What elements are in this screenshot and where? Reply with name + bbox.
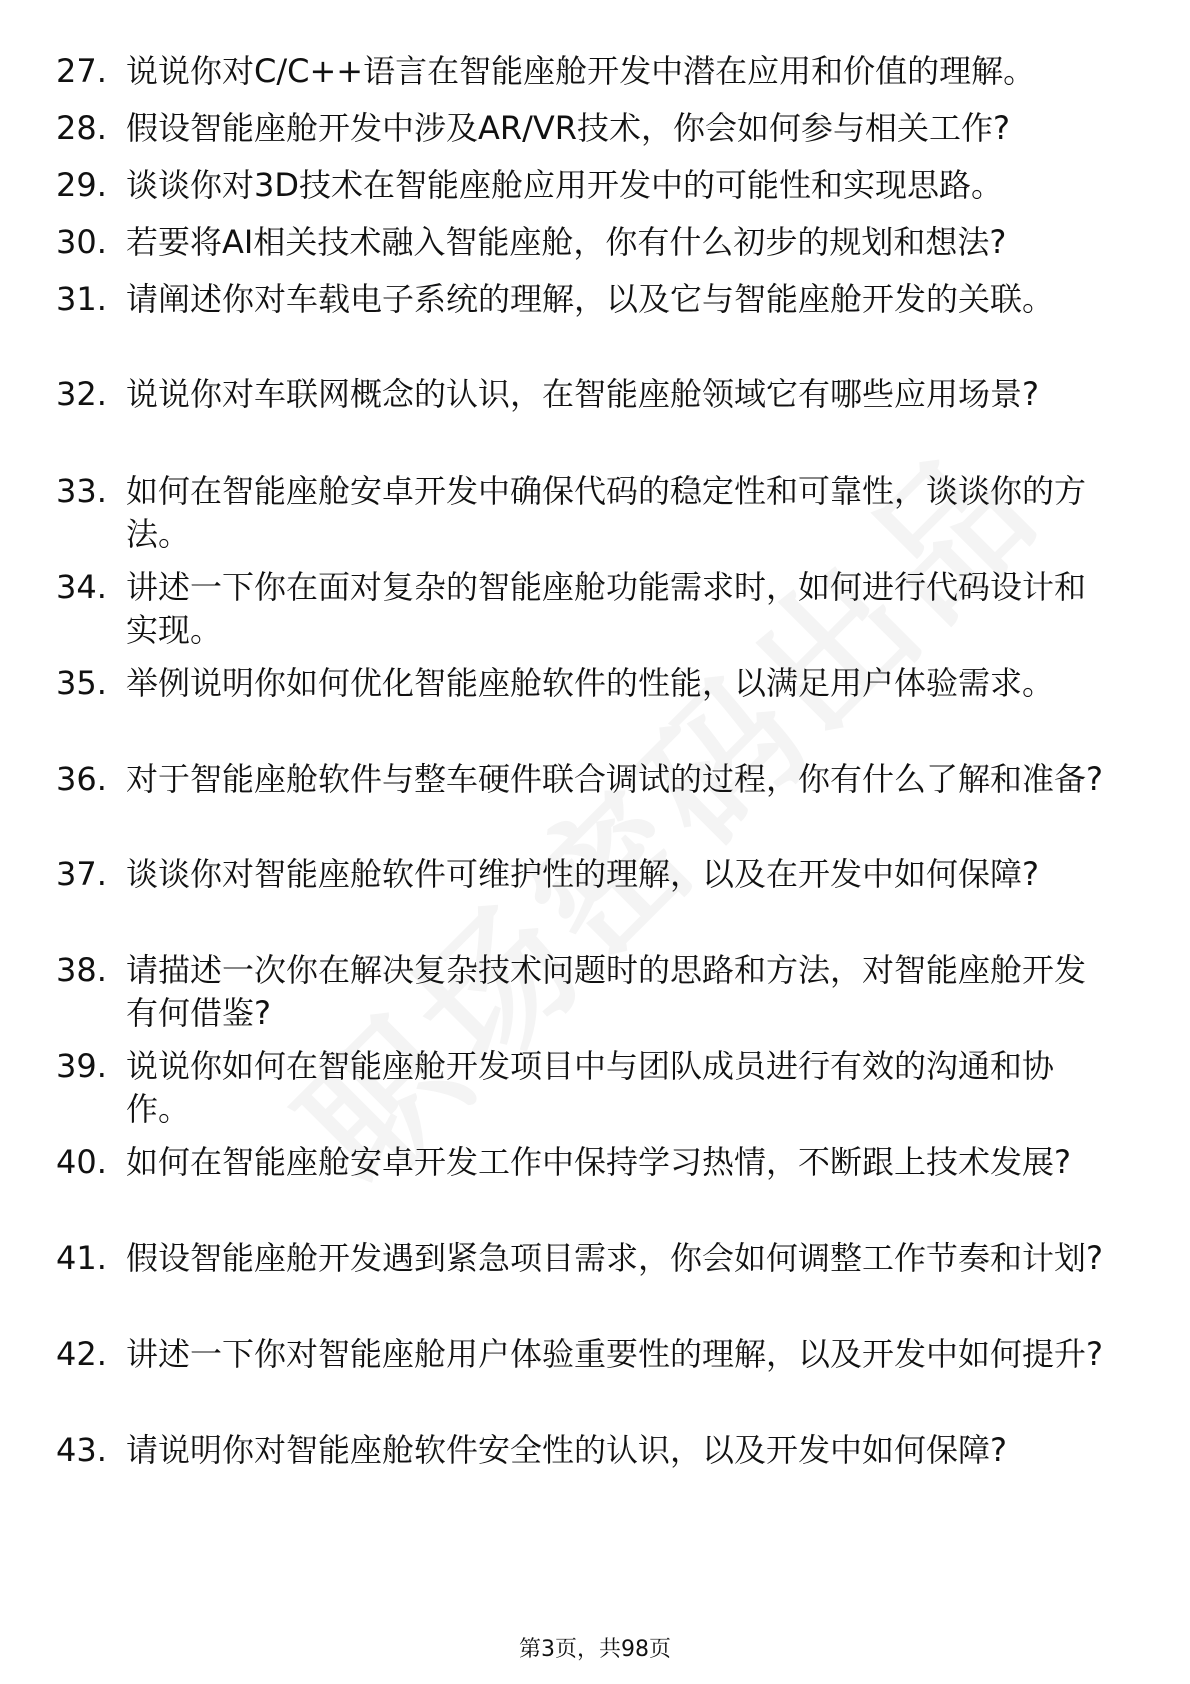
question-number: 33. (56, 472, 107, 510)
question-number: 36. (56, 760, 107, 798)
question-item (56, 221, 1116, 264)
question-number: 37. (56, 855, 107, 893)
question-item (56, 1141, 1116, 1184)
question-number: 42. (56, 1335, 107, 1373)
question-item (56, 1045, 1116, 1131)
question-item (56, 1237, 1116, 1280)
question-number: 31. (56, 280, 107, 318)
question-text: 举例说明你如何优化智能座舱软件的性能，以满足用户体验需求。 (126, 664, 1055, 702)
question-text: 说说你如何在智能座舱开发项目中与团队成员进行有效的沟通和协作。 (126, 1047, 1055, 1128)
question-text: 说说你对车联网概念的认识，在智能座舱领域它有哪些应用场景? (126, 375, 1039, 413)
question-item (56, 50, 1116, 93)
question-number: 29. (56, 166, 107, 204)
question-number: 39. (56, 1047, 107, 1085)
question-number: 38. (56, 951, 107, 989)
question-text: 假设智能座舱开发遇到紧急项目需求，你会如何调整工作节奏和计划? (126, 1239, 1103, 1277)
question-text: 对于智能座舱软件与整车硬件联合调试的过程，你有什么了解和准备? (126, 760, 1103, 798)
question-number: 28. (56, 109, 107, 147)
question-item (56, 278, 1116, 321)
question-number: 35. (56, 664, 107, 702)
question-text: 讲述一下你对智能座舱用户体验重要性的理解，以及开发中如何提升? (126, 1335, 1103, 1373)
question-item (56, 758, 1116, 801)
question-text: 如何在智能座舱安卓开发中确保代码的稳定性和可靠性，谈谈你的方法。 (126, 472, 1087, 553)
question-number: 30. (56, 223, 107, 261)
question-item (56, 1429, 1116, 1472)
question-text: 如何在智能座舱安卓开发工作中保持学习热情，不断跟上技术发展? (126, 1143, 1071, 1181)
question-text: 若要将AI相关技术融入智能座舱，你有什么初步的规划和想法? (126, 223, 1007, 261)
question-item (56, 107, 1116, 150)
question-text: 假设智能座舱开发中涉及AR/VR技术，你会如何参与相关工作? (126, 109, 1011, 147)
question-number: 32. (56, 375, 107, 413)
question-number: 27. (56, 52, 107, 90)
question-number: 43. (56, 1431, 107, 1469)
question-item (56, 662, 1116, 705)
question-number: 40. (56, 1143, 107, 1181)
question-number: 34. (56, 568, 107, 606)
question-item (56, 853, 1116, 896)
question-text: 请说明你对智能座舱软件安全性的认识，以及开发中如何保障? (126, 1431, 1007, 1469)
question-text: 说说你对C/C++语言在智能座舱开发中潜在应用和价值的理解。 (126, 52, 1036, 90)
question-text: 讲述一下你在面对复杂的智能座舱功能需求时，如何进行代码设计和实现。 (126, 568, 1087, 649)
question-item (56, 1333, 1116, 1376)
question-item (56, 470, 1116, 556)
question-text: 请描述一次你在解决复杂技术问题时的思路和方法，对智能座舱开发有何借鉴? (126, 951, 1087, 1032)
question-item (56, 566, 1116, 652)
question-item (56, 164, 1116, 207)
question-text: 谈谈你对3D技术在智能座舱应用开发中的可能性和实现思路。 (126, 166, 1004, 204)
question-item (56, 949, 1116, 1035)
question-text: 请阐述你对车载电子系统的理解，以及它与智能座舱开发的关联。 (126, 280, 1055, 318)
page-footer: 第3页，共98页 (519, 1637, 671, 1662)
question-number: 41. (56, 1239, 107, 1277)
question-text: 谈谈你对智能座舱软件可维护性的理解，以及在开发中如何保障? (126, 855, 1039, 893)
question-item (56, 373, 1116, 416)
